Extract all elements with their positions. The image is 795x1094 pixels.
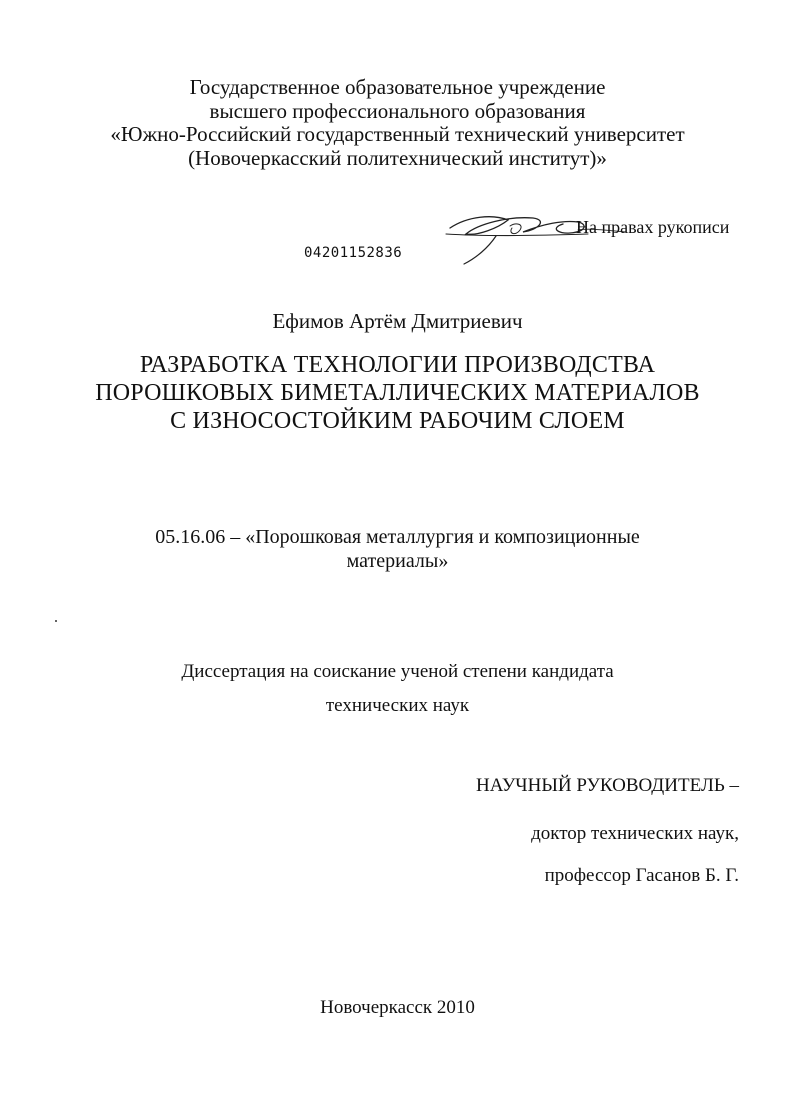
rights-note: На правах рукописи [576,217,730,237]
title-line-3: С ИЗНОСОСТОЙКИМ РАБОЧИМ СЛОЕМ [170,408,625,434]
inventory-number: 04201152836 [304,245,403,261]
dissertation-title [0,351,795,435]
institution-line-1: Государственное образовательное учреждение [189,75,606,99]
institution-line-3: «Южно-Российский государственный технический университет [110,122,685,146]
specialty-line-1: 05.16.06 – «Порошковая металлургия и композиционные [155,526,640,548]
institution-header [0,76,795,170]
scan-speck [55,620,57,622]
dissertation-degree-line-2: технических наук [325,695,470,716]
supervisor-heading: НАУЧНЫЙ РУКОВОДИТЕЛЬ – [476,775,739,796]
title-line-2: ПОРОШКОВЫХ БИМЕТАЛЛИЧЕСКИХ МАТЕРИАЛОВ [95,380,700,406]
institution-line-2: высшего профессионального образования [209,98,586,123]
city-year: Новочеркасск 2010 [320,997,475,1018]
institution-line-4: (Новочеркасский политехнический институт)» [188,145,607,170]
specialty-line-2: материалы» [346,550,449,572]
author-name: Ефимов Артём Дмитриевич [272,309,523,333]
supervisor-degree: доктор технических наук, [531,823,739,844]
supervisor-name: профессор Гасанов Б. Г. [544,865,739,886]
title-line-1: РАЗРАБОТКА ТЕХНОЛОГИИ ПРОИЗВОДСТВА [139,352,656,378]
specialty [0,525,795,573]
dissertation-degree-line-1: Диссертация на соискание ученой степени кандидата [181,661,614,682]
